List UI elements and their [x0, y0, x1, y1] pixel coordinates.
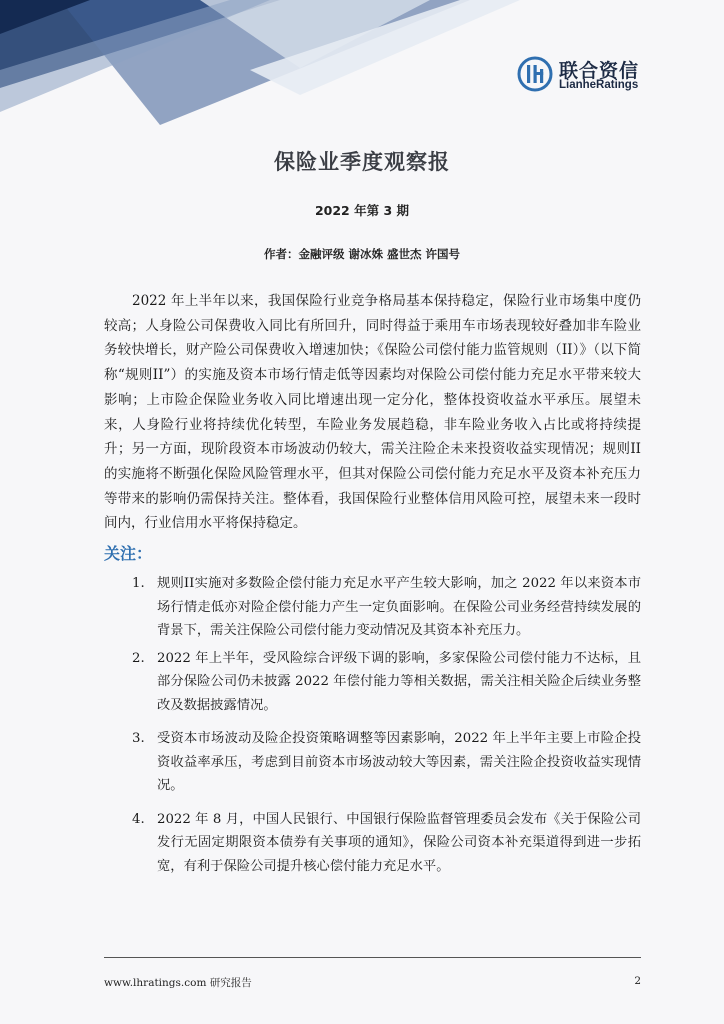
list-item: [104, 808, 641, 879]
report-title: 保险业季度观察报: [274, 150, 450, 174]
footer-divider: [104, 957, 641, 958]
report-issue: 2022 年第 3 期: [314, 203, 410, 218]
brand-name-en: LianheRatings: [559, 79, 639, 91]
report-authors: 作者：金融评级 谢冰姝 盛世杰 许国号: [263, 247, 460, 261]
footer-site: www.lhratings.com 研究报告: [104, 977, 252, 989]
list-item-number: 1.: [132, 576, 145, 591]
focus-heading: 关注：: [104, 544, 153, 563]
list-item-number: 4.: [132, 811, 145, 827]
focus-list: [104, 572, 641, 882]
intro-paragraph: 2022 年上半年以来，我国保险行业竞争格局基本保持稳定，保险行业市场集中度仍较高；人身险公司保费收入同比有所回升，同时得益于乘用车市场表现较好叠加非车险业务较快增长，财产险公司保费收入增速加快；《保险公司偿付能力监管规则（II）》（以下简称“规则II”）的实施及资本市场行情走低等因素均对保险公司偿付能力充足水平带来较大影响；上市险企保险业务收入同比增速出现一定分化，整体投资收益水平承压。展望未来，人身险行业将持续优化转型，车险业务发展趋稳，非车险业务收入占比或将持续提升；另一方面，现阶段资本市场波动仍较大，需关注险企未来投资收益实现情况；规则II的实施将不断强化保险风险管理水平，但其对保险公司偿付能力充足水平及资本补充压力等带来的影响仍需保持关注。整体看，我国保险行业整体信用风险可控，展望未来一段时间内，行业信用水平将保持稳定。: [104, 293, 641, 532]
list-item: [104, 727, 641, 798]
brand-name-cn: 联合资信: [559, 60, 640, 82]
list-item-text: 规则II实施对多数险企偿付能力充足水平产生较大影响，加之 2022 年以来资本市场行情走低亦对险企偿付能力产生一定负面影响。在保险公司业务经营持续发展的背景下，需关注保险公司偿付能力变动情况及其资本补充压力。: [157, 576, 641, 638]
list-item-text: 2022 年 8 月，中国人民银行、中国银行保险监督管理委员会发布《关于保险公司发行无固定期限资本债券有关事项的通知》，保险公司资本补充渠道得到进一步拓宽，有利于保险公司提升核心偿付能力充足水平。: [157, 811, 641, 874]
list-item-text: 2022 年上半年，受风险综合评级下调的影响，多家保险公司偿付能力不达标，且部分保险公司仍未披露 2022 年偿付能力等相关数据，需关注相关险企后续业务整改及数据披露情况。: [157, 650, 641, 713]
list-item: [104, 572, 641, 643]
brand-logo: [517, 54, 647, 96]
lianhe-logo-icon: [517, 56, 553, 92]
list-item-number: 2.: [132, 650, 145, 666]
list-item-number: 3.: [132, 731, 145, 746]
page-number: 2: [634, 975, 641, 987]
list-item-text: 受资本市场波动及险企投资策略调整等因素影响，2022 年上半年主要上市险企投资收益率承压，考虑到目前资本市场波动较大等因素，需关注险企投资收益实现情况。: [157, 731, 641, 793]
list-item: [104, 647, 641, 718]
